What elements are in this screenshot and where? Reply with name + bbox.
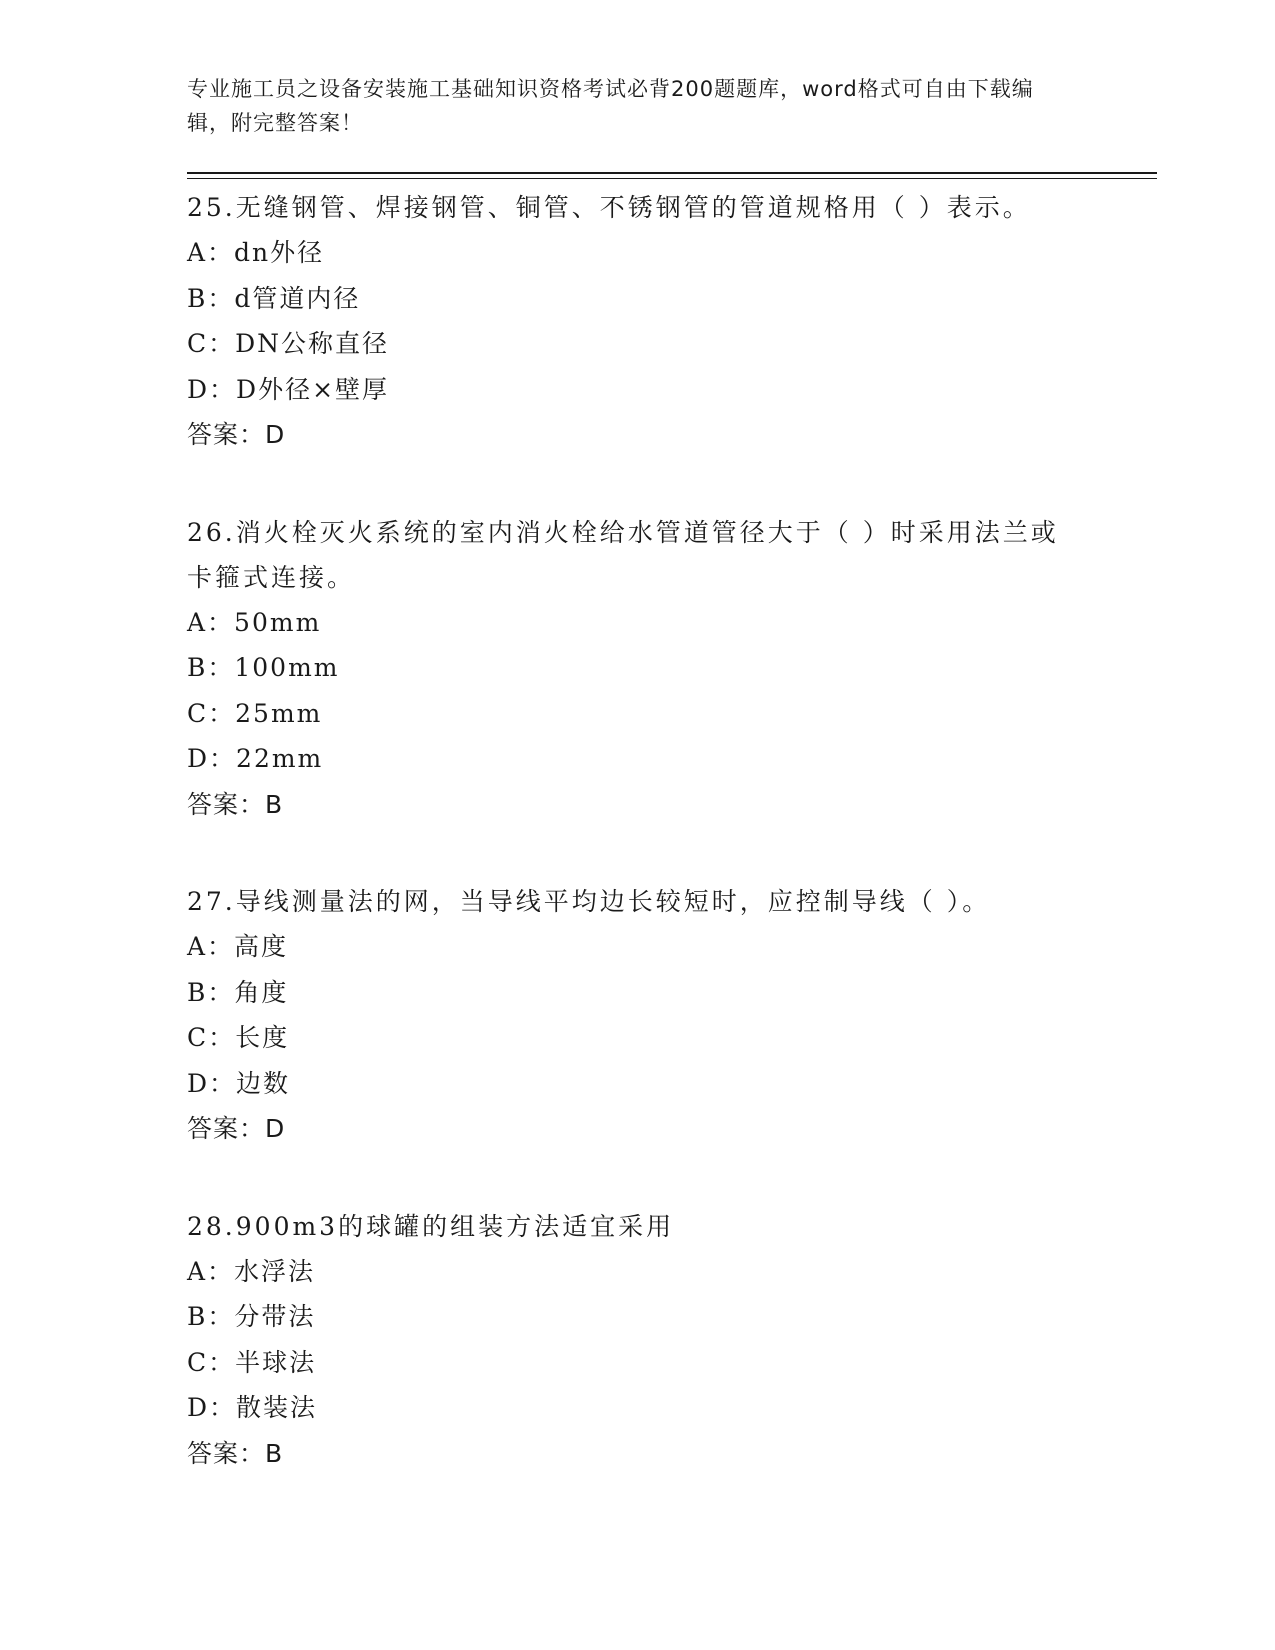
answer: 答案：D [187, 420, 286, 449]
option-a: A：高度 [187, 932, 289, 961]
document-header: 专业施工员之设备安装施工基础知识资格考试必背200题题库，word格式可自由下载编辑，附完整答案！ [187, 77, 1034, 135]
option-a: A：水浮法 [187, 1256, 316, 1286]
header-divider [187, 172, 1157, 179]
answer: 答案：D [187, 1114, 286, 1143]
divider-thin [187, 178, 1157, 179]
option-b: B：分带法 [187, 1302, 316, 1331]
option-d: D：D外径×壁厚 [187, 374, 390, 404]
question-26 [187, 510, 1157, 828]
option-b: B：角度 [187, 977, 289, 1007]
option-a: A：dn外径 [187, 238, 325, 267]
option-d: D：散装法 [187, 1393, 318, 1422]
question-25 [187, 185, 1157, 458]
document-page [187, 72, 1157, 1476]
question-stem: 26.消火栓灭火系统的室内消火栓给水管道管径大于（ ）时采用法兰或卡箍式连接。 [187, 517, 1059, 592]
option-b: B：d管道内径 [187, 283, 361, 313]
option-d: D：边数 [187, 1068, 291, 1098]
question-stem: 27.导线测量法的网，当导线平均边长较短时，应控制导线（ ）。 [187, 887, 991, 916]
answer: 答案：B [187, 789, 284, 819]
option-c: C：长度 [187, 1023, 290, 1052]
option-a: A：50mm [187, 607, 322, 637]
question-28 [187, 1204, 1157, 1477]
option-c: C：25mm [187, 698, 323, 728]
option-b: B：100mm [187, 653, 340, 682]
question-27 [187, 879, 1157, 1152]
question-stem: 25.无缝钢管、焊接钢管、铜管、不锈钢管的管道规格用（ ）表示。 [187, 193, 1031, 222]
question-stem: 28.900m3的球罐的组装方法适宜采用 [187, 1211, 675, 1241]
divider-thick [187, 172, 1157, 174]
option-c: C：半球法 [187, 1347, 317, 1377]
answer: 答案：B [187, 1438, 284, 1468]
option-d: D：22mm [187, 744, 324, 773]
option-c: C：DN公称直径 [187, 329, 390, 358]
